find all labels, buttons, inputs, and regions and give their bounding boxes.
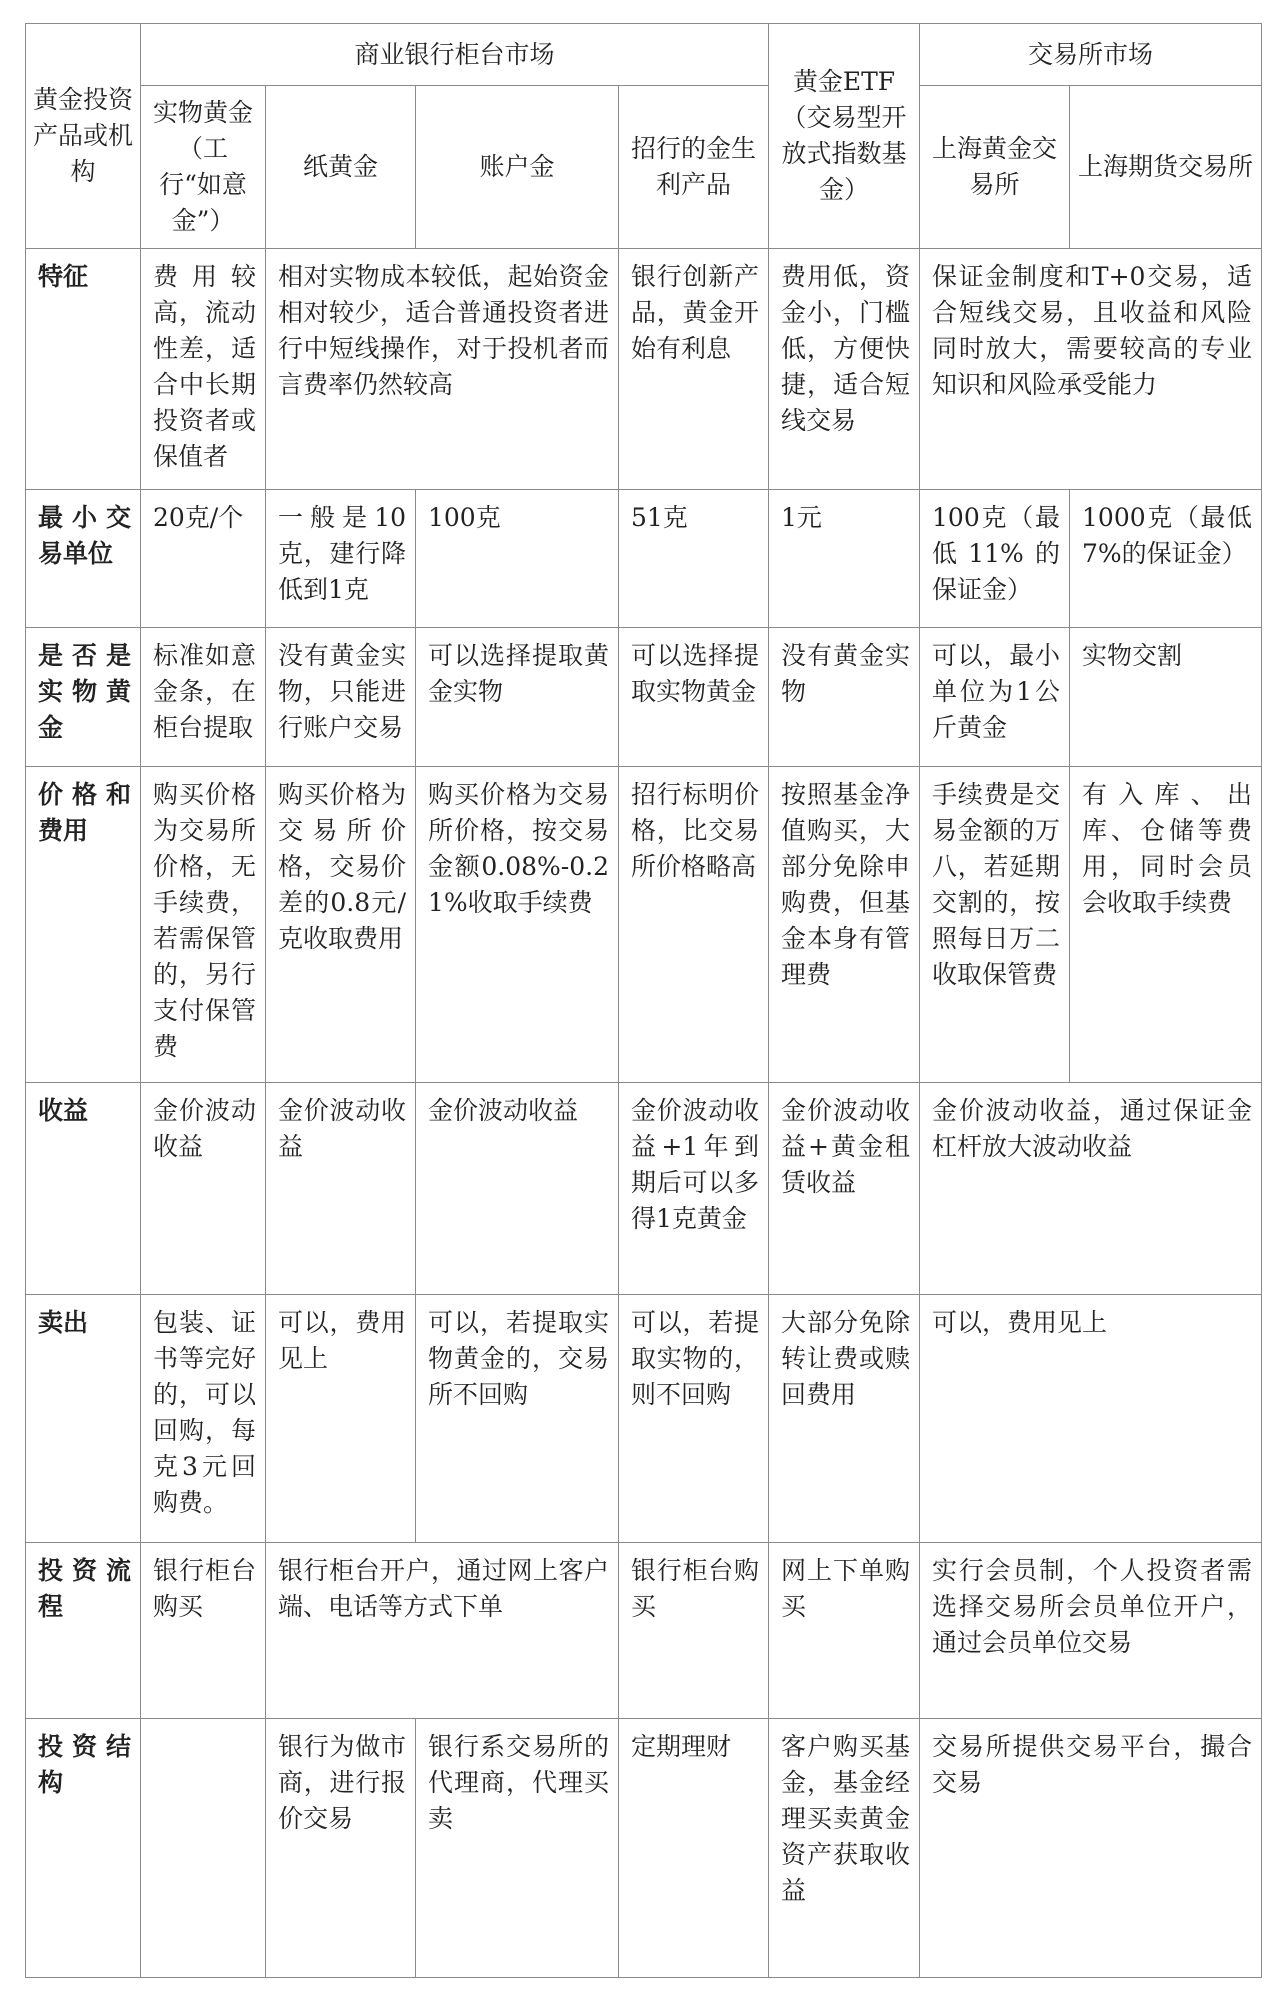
cell-etf: 费用低，资金小，门槛低，方便快捷，适合短线交易 — [769, 248, 920, 489]
cell-paper: 银行为做市商，进行报价交易 — [266, 1719, 416, 1978]
cell-paper-account: 银行柜台开户，通过网上客户端、电话等方式下单 — [266, 1543, 619, 1719]
cell-account: 100克 — [416, 489, 619, 628]
row-label-min-unit: 最小交易单位 — [26, 489, 141, 628]
cell-shfe: 有入库、出库、仓储等费用，同时会员会收取手续费 — [1070, 767, 1262, 1083]
cell-physical: 银行柜台购买 — [141, 1543, 266, 1719]
cell-etf: 1元 — [769, 489, 920, 628]
cell-cmb: 银行创新产品，黄金开始有利息 — [619, 248, 769, 489]
cell-cmb: 51克 — [619, 489, 769, 628]
cell-paper: 一般是10克，建行降低到1克 — [266, 489, 416, 628]
cell-physical — [141, 1719, 266, 1978]
account-gold-header: 账户金 — [416, 86, 619, 248]
table-row — [26, 489, 1262, 628]
row-label-returns: 收益 — [26, 1082, 141, 1294]
row-label-process: 投资流程 — [26, 1543, 141, 1719]
cell-account: 银行系交易所的代理商，代理买卖 — [416, 1719, 619, 1978]
cell-physical: 20克/个 — [141, 489, 266, 628]
cell-paper-account: 相对实物成本较低，起始资金相对较少，适合普通投资者进行中短线操作，对于投机者而言费率仍然较高 — [266, 248, 619, 489]
cell-etf: 按照基金净值购买，大部分免除申购费，但基金本身有管理费 — [769, 767, 920, 1083]
cell-sge: 手续费是交易金额的万八，若延期交割的，按照每日万二收取保管费 — [920, 767, 1070, 1083]
shanghai-gold-exchange-header: 上海黄金交易所 — [920, 86, 1070, 248]
table-row — [26, 248, 1262, 489]
cell-cmb: 银行柜台购买 — [619, 1543, 769, 1719]
cell-shfe: 实物交割 — [1070, 628, 1262, 767]
paper-gold-header: 纸黄金 — [266, 86, 416, 248]
cell-etf: 客户购买基金，基金经理买卖黄金资产获取收益 — [769, 1719, 920, 1978]
cell-etf: 大部分免除转让费或赎回费用 — [769, 1294, 920, 1542]
bank-market-header: 商业银行柜台市场 — [141, 24, 769, 86]
cell-cmb: 招行标明价格，比交易所价格略高 — [619, 767, 769, 1083]
cell-cmb: 定期理财 — [619, 1719, 769, 1978]
cell-physical: 金价波动收益 — [141, 1082, 266, 1294]
cell-paper: 没有黄金实物，只能进行账户交易 — [266, 628, 416, 767]
shanghai-futures-exchange-header: 上海期货交易所 — [1070, 86, 1262, 248]
cell-physical: 费用较高，流动性差，适合中长期投资者或保值者 — [141, 248, 266, 489]
table-row — [26, 1543, 1262, 1719]
cell-paper: 可以，费用见上 — [266, 1294, 416, 1542]
cell-physical: 包装、证书等完好的，可以回购，每克3元回购费。 — [141, 1294, 266, 1542]
cell-physical: 购买价格为交易所价格，无手续费，若需保管的，另行支付保管费 — [141, 767, 266, 1083]
cell-cmb: 金价波动收益+1年到期后可以多得1克黄金 — [619, 1082, 769, 1294]
cell-account: 可以选择提取黄金实物 — [416, 628, 619, 767]
cell-exchange: 实行会员制，个人投资者需选择交易所会员单位开户，通过会员单位交易 — [920, 1543, 1262, 1719]
physical-gold-header: 实物黄金（工行“如意金”） — [141, 86, 266, 248]
cell-exchange: 金价波动收益，通过保证金杠杆放大波动收益 — [920, 1082, 1262, 1294]
row-label-sell: 卖出 — [26, 1294, 141, 1542]
cell-exchange: 交易所提供交易平台，撮合交易 — [920, 1719, 1262, 1978]
row-label-price-fees: 价格和费用 — [26, 767, 141, 1083]
cell-cmb: 可以选择提取实物黄金 — [619, 628, 769, 767]
table-row — [26, 1719, 1262, 1978]
corner-header: 黄金投资产品或机构 — [26, 24, 141, 249]
table-row — [26, 767, 1262, 1083]
row-label-features: 特征 — [26, 248, 141, 489]
cell-sge: 可以，最小单位为1公斤黄金 — [920, 628, 1070, 767]
cell-paper: 金价波动收益 — [266, 1082, 416, 1294]
cell-exchange: 可以，费用见上 — [920, 1294, 1262, 1542]
table-row — [26, 1082, 1262, 1294]
row-label-structure: 投资结构 — [26, 1719, 141, 1978]
cell-paper: 购买价格为交易所价格，交易价差的0.8元/克收取费用 — [266, 767, 416, 1083]
cell-shfe: 1000克（最低7%的保证金） — [1070, 489, 1262, 628]
cell-sge: 100克（最低11%的保证金） — [920, 489, 1070, 628]
cell-physical: 标准如意金条，在柜台提取 — [141, 628, 266, 767]
row-label-is-physical: 是否是实物黄金 — [26, 628, 141, 767]
gold-investment-comparison-table — [25, 23, 1262, 1978]
cell-etf: 没有黄金实物 — [769, 628, 920, 767]
table-row — [26, 1294, 1262, 1542]
cell-cmb: 可以，若提取实物的，则不回购 — [619, 1294, 769, 1542]
cell-account: 购买价格为交易所价格，按交易金额0.08%-0.21%收取手续费 — [416, 767, 619, 1083]
exchange-market-header: 交易所市场 — [920, 24, 1262, 86]
cell-account: 可以，若提取实物黄金的，交易所不回购 — [416, 1294, 619, 1542]
cell-etf: 金价波动收益+黄金租赁收益 — [769, 1082, 920, 1294]
etf-header: 黄金ETF（交易型开放式指数基金） — [769, 24, 920, 249]
cell-etf: 网上下单购买 — [769, 1543, 920, 1719]
table-row — [26, 628, 1262, 767]
cell-account: 金价波动收益 — [416, 1082, 619, 1294]
cmb-product-header: 招行的金生利产品 — [619, 86, 769, 248]
cell-exchange: 保证金制度和T+0交易，适合短线交易，且收益和风险同时放大，需要较高的专业知识和风险承受能力 — [920, 248, 1262, 489]
